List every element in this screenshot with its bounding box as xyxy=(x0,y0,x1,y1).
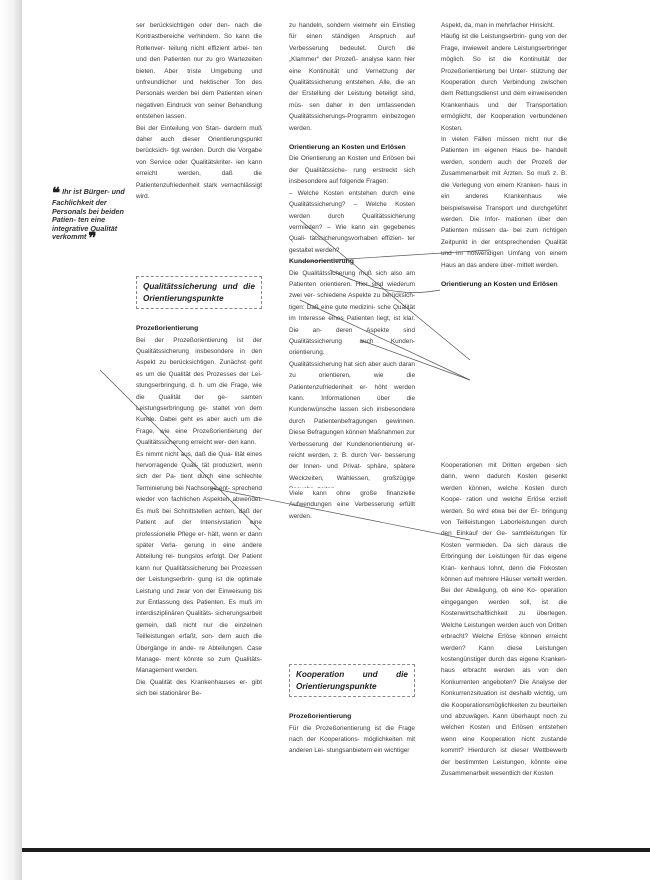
pen-stroke xyxy=(330,270,440,293)
paragraph: Häufig ist die Leistungserbrin- gung von der Frage, inwieweit andere Leistungserbringer möglich. So ist die Kontinuität der Prozeßorientierung bei Unter- stützung der Kooperation durch Verbindung zwischen dem Rettungsdienst und dem einweisenden Krankenhaus und der Transportation ermöglicht, der Kooperation verbundenen Kosten. xyxy=(441,33,567,132)
subheading: Prozeßorientierung xyxy=(289,713,352,721)
quote-close-mark: ❞ xyxy=(88,230,97,248)
section-heading: Kooperation und die Orientierungspunkte xyxy=(296,670,408,691)
paragraph: ser berücksichtigen oder den- nach die Kontrastbereiche verhindern. So kann die Rollenver- teilung nicht effizient arbei- ten und den Patienten nur zu gro Wartezeiten bieten. Aber triste Umgebung und unfreundlicher und hektischer Ton des Personals werden bei dem Patienten einen negativen Eindruck von seiner Behandlung entstehen lassen. xyxy=(136,22,262,121)
pen-stroke xyxy=(300,250,490,262)
paragraph: Die Qualität des Krankenhauses er- gibt sich bei stationärer Be- xyxy=(136,678,262,698)
paragraph: Die Qualitätssicherung muß sich also am Patienten orientieren. Hier sind wiederum zwei ver- schiedene Aspekte zu berücksich- tigen: Daß eine gute medizini- sche Qualität im Interesse eines Patienten liegt, ist klar. Die an- deren Aspekte sind Qualitätssicherung auch Kunden- orientierung. xyxy=(289,269,415,357)
paragraph: Viele kann ohne große finanzielle Aufwendungen eine Verbesserung erfüllt werden. xyxy=(289,490,415,520)
paragraph: Bei der Einteilung von Stan- dardern muß daher auch dieser Orientierungspunkt berücksich- tigt werden. Durch die Vorgabe von Service oder Qualitätskriter- ien kann erreicht werden, daß die Patientenzufriedenheit stark vernachlässigt wird. xyxy=(136,124,262,201)
pen-stroke xyxy=(300,220,470,360)
pen-stroke xyxy=(300,300,470,380)
subheading: Prozeßorientierung xyxy=(136,325,199,333)
paragraph: zu handeln, sondern vielmehr ein Einstieg für einen ständigen Anspruch auf Verbesserung bedeutet. Durch die „Klammer“ der Prozeß- analyse kann hier eine Kontinuität und Vernetzung der Qualitätssicherung entstehen. Alle, die an der Erstellung der Leistung beteiligt sind, müs- sen daher in den umfassenden Qualitätssicherungs-Programm einbezogen werden. xyxy=(289,22,415,132)
paragraph: Bei der Prozeßorientierung ist der Qualitätssicherung insbesondere in den Aspekt zu berücksichtigen. Zunächst geht es um die Qualität des Prozesses der Lei- stungserbringung, d. h. um die Frage, wie die Qualität der ge- samten Leistungserbringung ge- staltet von dem Kunde. Dabei geht es aber auch um die Frage, wie eine Prozeßorientierung der Qualitätssicherung erreicht wer- den kann. xyxy=(136,336,262,447)
pull-quote-text: Ihr ist Bürger- und Fachlichkeit der Personals bei beiden Patien- ten eine integrative Qualität verkommt xyxy=(52,187,125,242)
page-bottom-margin xyxy=(22,852,650,880)
subheading: Orientierung an Kosten und Erlösen xyxy=(441,280,558,288)
quote-open-mark: ❝ xyxy=(52,185,61,202)
paragraph: Kooperationen mit Dritten ergeben sich dann, wenn dadurch Kosten gesenkt werden können, welche Kosten durch Koope- ration und welche Erlöse erzielt werden. So wird etwa bei der Er- bringung von Teilleistungen Laborleistungen durch den Einkauf der Ge- samtleistungen für Kosten vermieden. Da sich daraus die Erbringung der Leistungen für das eigene Kran- kenhaus lohnt, denn die Fixkosten können auf mehrere Häuser verteilt werden. Bei der Abwägung, ob eine Ko- operation eingegangen werden soll, ist die Kostenwirtschaftlichkeit zu überlegen. Welche Leistungen werden auch von Dritten erbracht? Welche Erlöse können erreicht werden? Kann diese Leistungen kostengünstiger durch das eigene Kranken- haus erbracht werden als von den Konkurrenten angeboten? Die Analyse der Konkurrenzsituation ist deshalb wichtig, um die Kooperationsmöglichkeiten zu beurteilen und abzuwägen. Kann überhaupt noch zu welchen Kosten und Erlösen entstehen wenn eine Kooperation nicht zustande kommt? Hierdurch ist dieser Wettbewerb der bestimmten Leistungen, könnte eine Zusammenarbeit wesentlich der Kosten xyxy=(441,462,567,777)
paragraph: Aspekt, da, man in mehrfacher Hinsicht. xyxy=(441,22,555,29)
pen-stroke xyxy=(210,488,470,540)
paragraph: Qualitätssicherung hat sich aber auch daran zu orientieren, wie die Patientenzufriedenheit er- höht werden kann. Informationen über die Kundenwünsche lassen sich insbesondere durch Patientenbefragungen gewinnen. Diese Befragungen können Maßnahmen zur Verbesserung der Kundenorientierung er- reicht werden, z. B. durch Ver- besserung der Innen- und Privat- sphäre, spätere Weckzeiten, Wahlessen, großzügige xyxy=(289,360,415,482)
paragraph: Für die Prozeßorientierung ist die Frage nach der Kooperations- möglichkeiten mit anderen Lei- stungsanbietern ein wichtiger xyxy=(289,724,415,755)
section-heading: Qualitätssicherung und die Orientierungspunkte xyxy=(143,282,255,303)
paragraph: Die Orientierung an Kosten und Erlösen bei der Qualitätssiche- rung erstreckt sich insbesondere auf folgende Fragen: xyxy=(289,155,415,186)
subheading: Kundenorientierung xyxy=(289,258,354,266)
paragraph: In vielen Fällen müssen nicht nur die Patienten im eigenen Haus be- handelt werden, sondern auch der Prozeß der Zusammenarbeit mit Ärzten. So muß z. B. die Verlegung von einem Kranken- haus in ein anderes Krankenhaus wie beispielsweise Transport und durchgeführt werden. Die Infor- mationen über den Patienten müssen da- bei zum richtigen Zeitpunkt in der entsprechenden Qualität und im notwendigen Umfang von einem Haus an das andere über- mittelt werden. xyxy=(441,136,567,269)
paragraph: – Welche Kosten entstehen durch eine Qualitätssicherung? – Welche Kosten werden durch Qualitätssicherung vermieden? – Wie kann ein gegebenes Quali- tätssicherungsvorhaben effizien- ter gestaltet werden? xyxy=(289,189,415,254)
paragraph: Es nimmt nicht aus, daß die Qua- lität eines hervorragende Quali- tät produziert, wenn sich der Pa- tient durch eine schlechte Terminierung bei Nachsorge ent- sprechend wieder von fachlichen Aspekten abwendet. Es muß bei Schnittstellen achten, daß der Patient auf der Intensivstation eine professionelle Pflege er- hält, wenn er dann später Verla- gerung in eine andere Abteilung rei- bungslos erfolgt. Der Patient kann nur Qualitätssicherung bei Prozessen der Leistungserbrin- gung ist die optimale Leistung und zwar von der Einweisung bis zur Entlassung des Patienten. Es muß im interdisziplinären Qualitäts- sicherungsarbeit gemein, daß nicht nur die einzelnen Teilleistungen erfaßt, son- dern auch die Übergänge in ande- re Abteilungen. Case Manage- ment könnte so zum Qualitäts- Management werden. xyxy=(136,450,262,675)
subheading: Orientierung an Kosten und Erlösen xyxy=(289,144,406,152)
pen-stroke xyxy=(100,370,260,530)
